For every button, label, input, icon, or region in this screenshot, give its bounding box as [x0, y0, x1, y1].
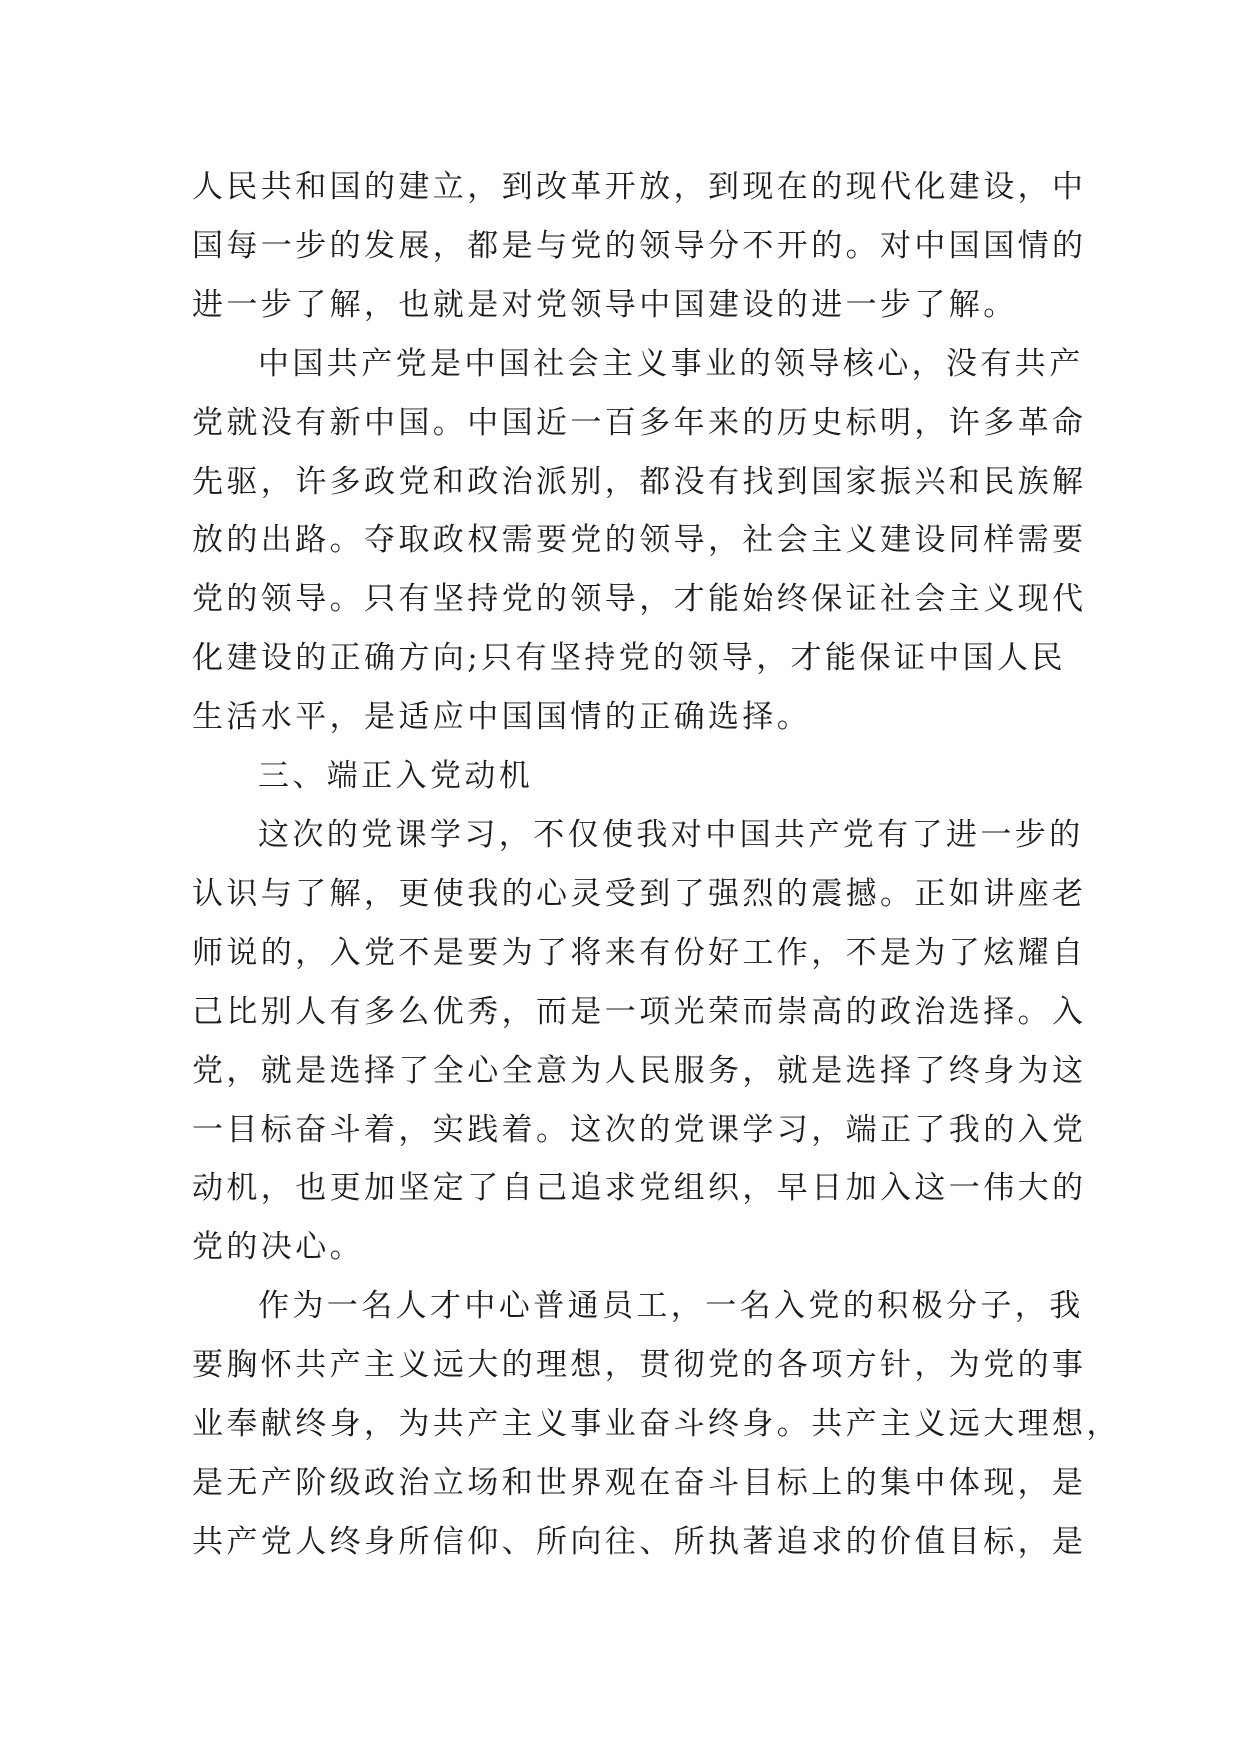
text-line: 进一步了解，也就是对党领导中国建设的进一步了解。 [192, 286, 1018, 323]
text-line: 先驱，许多政党和政治派别，都没有找到国家振兴和民族解 [192, 463, 1087, 500]
text-line: 国每一步的发展，都是与党的领导分不开的。对中国国情的 [192, 227, 1087, 264]
text-line: 共产党人终身所信仰、所向往、所执著追求的价值目标，是 [192, 1523, 1087, 1560]
text-line: 党的领导。只有坚持党的领导，才能始终保证社会主义现代 [192, 581, 1087, 618]
text-line: 人民共和国的建立，到改革开放，到现在的现代化建设，中 [192, 169, 1087, 205]
text-line: 放的出路。夺取政权需要党的领导，社会主义建设同样需要 [192, 522, 1087, 559]
document-body [192, 158, 1121, 1572]
paragraph-first-line: 三、端正入党动机 [258, 758, 534, 795]
text-line: 党的决心。 [192, 1229, 364, 1266]
text-line: 是无产阶级政治立场和世界观在奋斗目标上的集中体现，是 [192, 1464, 1087, 1501]
text-line: 师说的，入党不是要为了将来有份好工作，不是为了炫耀自 [192, 934, 1087, 971]
text-line: 认识与了解，更使我的心灵受到了强烈的震撼。正如讲座老 [192, 875, 1087, 912]
text-line: 业奉献终身，为共产主义事业奋斗终身。共产主义远大理想， [192, 1406, 1121, 1443]
text-line: 要胸怀共产主义远大的理想，贯彻党的各项方针，为党的事 [192, 1347, 1087, 1384]
paragraph-first-line: 中国共产党是中国社会主义事业的领导核心，没有共产 [258, 345, 1084, 382]
text-line: 动机，也更加坚定了自己追求党组织，早日加入这一伟大的 [192, 1170, 1087, 1207]
text-line: 党，就是选择了全心全意为人民服务，就是选择了终身为这 [192, 1052, 1087, 1089]
paragraph-first-line: 这次的党课学习，不仅使我对中国共产党有了进一步的 [258, 816, 1084, 853]
text-line: 一目标奋斗着，实践着。这次的党课学习，端正了我的入党 [192, 1111, 1087, 1148]
text-line: 己比别人有多么优秀，而是一项光荣而崇高的政治选择。入 [192, 993, 1087, 1030]
paragraph-first-line: 作为一名人才中心普通员工，一名入党的积极分子，我 [258, 1288, 1084, 1325]
text-line: 生活水平，是适应中国国情的正确选择。 [192, 699, 812, 736]
text-line: 党就没有新中国。中国近一百多年来的历史标明，许多革命 [192, 404, 1087, 441]
text-line: 化建设的正确方向;只有坚持党的领导，才能保证中国人民 [192, 640, 1066, 677]
